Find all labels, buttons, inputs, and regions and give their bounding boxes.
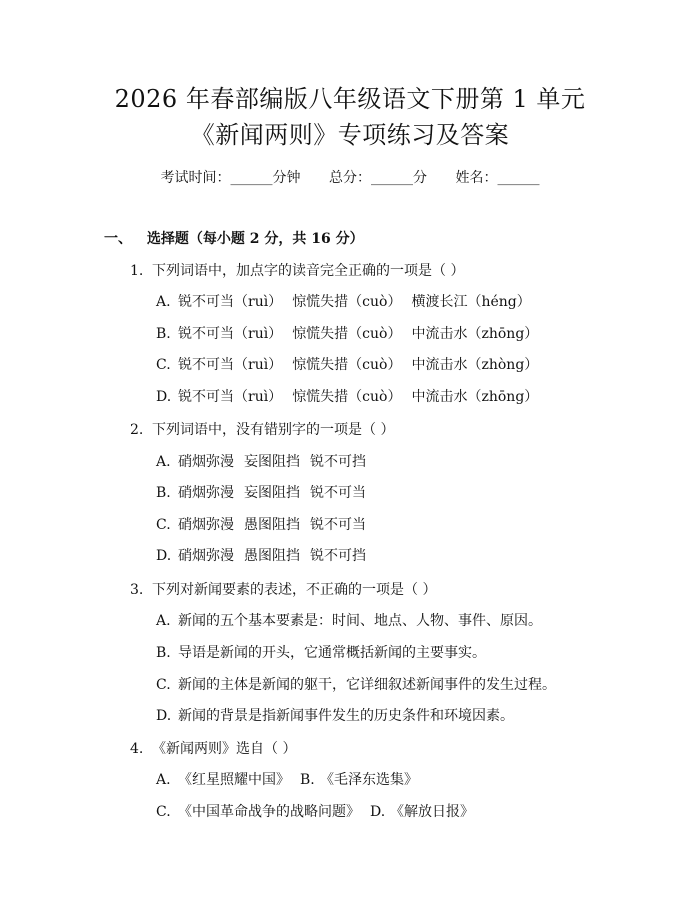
- option-text: 惊慌失措（cuò）: [292, 326, 402, 342]
- option-letter: B.: [300, 772, 315, 788]
- option-text: 锐不可当: [310, 517, 366, 533]
- option-letter: A.: [156, 772, 171, 788]
- option-text: 锐不可当: [310, 485, 366, 501]
- question-2-option-a: [156, 452, 376, 472]
- option-letter: D.: [156, 708, 172, 724]
- question-4: [130, 739, 296, 759]
- question-1-option-a: [156, 292, 541, 312]
- option-text: 硝烟弥漫: [178, 517, 234, 533]
- question-number: 1.: [130, 263, 144, 279]
- option-text: 中流击水（zhōng）: [411, 326, 539, 342]
- question-text: 下列对新闻要素的表述，不正确的一项是（ ）: [152, 582, 437, 598]
- option-text: 中流击水（zhòng）: [411, 357, 539, 373]
- option-text: 妄图阻挡: [244, 454, 300, 470]
- section-title: 选择题（每小题 2 分，共 16 分）: [146, 231, 364, 247]
- question-1-option-b: [156, 324, 548, 344]
- doc-title-line-2: 《新闻两则》专项练习及答案: [190, 121, 510, 149]
- total-score-field: 总分：______分: [329, 170, 427, 186]
- doc-title-line-1: 2026 年春部编版八年级语文下册第 1 单元: [114, 85, 586, 113]
- question-4-options-ab: [156, 770, 418, 790]
- option-letter: C.: [156, 517, 171, 533]
- option-text: 愚图阻挡: [244, 548, 300, 564]
- option-letter: C.: [156, 357, 171, 373]
- option-text: 《解放日报》: [390, 804, 474, 820]
- question-number: 4.: [130, 741, 144, 757]
- question-text: 《新闻两则》选自（ ）: [152, 741, 297, 757]
- option-text: 锐不可当（ruì）: [178, 389, 283, 405]
- question-1: [130, 261, 464, 281]
- option-letter: B.: [156, 326, 171, 342]
- option-text: 《中国革命战争的战略问题》: [178, 804, 360, 820]
- question-2: [130, 420, 394, 440]
- option-text: 愚图阻挡: [244, 517, 300, 533]
- option-text: 惊慌失措（cuò）: [292, 294, 402, 310]
- option-letter: A.: [156, 613, 171, 629]
- question-3: [130, 580, 436, 600]
- option-letter: A.: [156, 294, 171, 310]
- option-text: 硝烟弥漫: [178, 485, 234, 501]
- option-text: 新闻的主体是新闻的躯干，它详细叙述新闻事件的发生过程。: [178, 677, 556, 693]
- option-text: 锐不可当（ruì）: [178, 326, 283, 342]
- option-letter: D.: [156, 548, 172, 564]
- student-name-field: 姓名：______: [455, 170, 540, 186]
- option-letter: B.: [156, 485, 171, 501]
- option-text: 导语是新闻的开头，它通常概括新闻的主要事实。: [178, 645, 486, 661]
- question-3-option-d: [156, 706, 514, 726]
- option-letter: C.: [156, 804, 171, 820]
- option-text: 锐不可当（ruì）: [178, 357, 283, 373]
- question-number: 3.: [130, 582, 144, 598]
- option-letter: D.: [156, 389, 172, 405]
- question-number: 2.: [130, 422, 144, 438]
- question-text: 下列词语中，加点字的读音完全正确的一项是（ ）: [152, 263, 465, 279]
- option-text: 《毛泽东选集》: [320, 772, 418, 788]
- option-text: 硝烟弥漫: [178, 548, 234, 564]
- option-text: 惊慌失措（cuò）: [292, 357, 402, 373]
- option-text: 锐不可挡: [310, 454, 366, 470]
- option-text: 《红星照耀中国》: [178, 772, 290, 788]
- question-3-option-c: [156, 675, 556, 695]
- question-1-option-d: [156, 387, 548, 407]
- option-text: 妄图阻挡: [244, 485, 300, 501]
- option-text: 锐不可当（ruì）: [178, 294, 283, 310]
- option-text: 中流击水（zhōng）: [411, 389, 539, 405]
- question-2-option-c: [156, 515, 376, 535]
- question-4-options-cd: [156, 802, 474, 822]
- exam-time-field: 考试时间：______分钟: [160, 170, 301, 186]
- question-2-option-d: [156, 546, 376, 566]
- option-letter: A.: [156, 454, 171, 470]
- question-2-option-b: [156, 483, 376, 503]
- option-text: 新闻的五个基本要素是：时间、地点、人物、事件、原因。: [178, 613, 542, 629]
- option-text: 硝烟弥漫: [178, 454, 234, 470]
- option-letter: B.: [156, 645, 171, 661]
- option-text: 新闻的背景是指新闻事件发生的历史条件和环境因素。: [178, 708, 514, 724]
- question-3-option-b: [156, 643, 486, 663]
- option-letter: C.: [156, 677, 171, 693]
- option-text: 横渡长江（héng）: [411, 294, 531, 310]
- question-text: 下列词语中，没有错别字的一项是（ ）: [152, 422, 395, 438]
- question-3-option-a: [156, 611, 542, 631]
- option-text: 锐不可挡: [310, 548, 366, 564]
- section-heading: [104, 229, 364, 249]
- exam-info-row: [0, 168, 700, 188]
- question-1-option-c: [156, 355, 548, 375]
- section-number: 一、: [104, 231, 132, 247]
- option-text: 惊慌失措（cuò）: [292, 389, 402, 405]
- option-letter: D.: [370, 804, 386, 820]
